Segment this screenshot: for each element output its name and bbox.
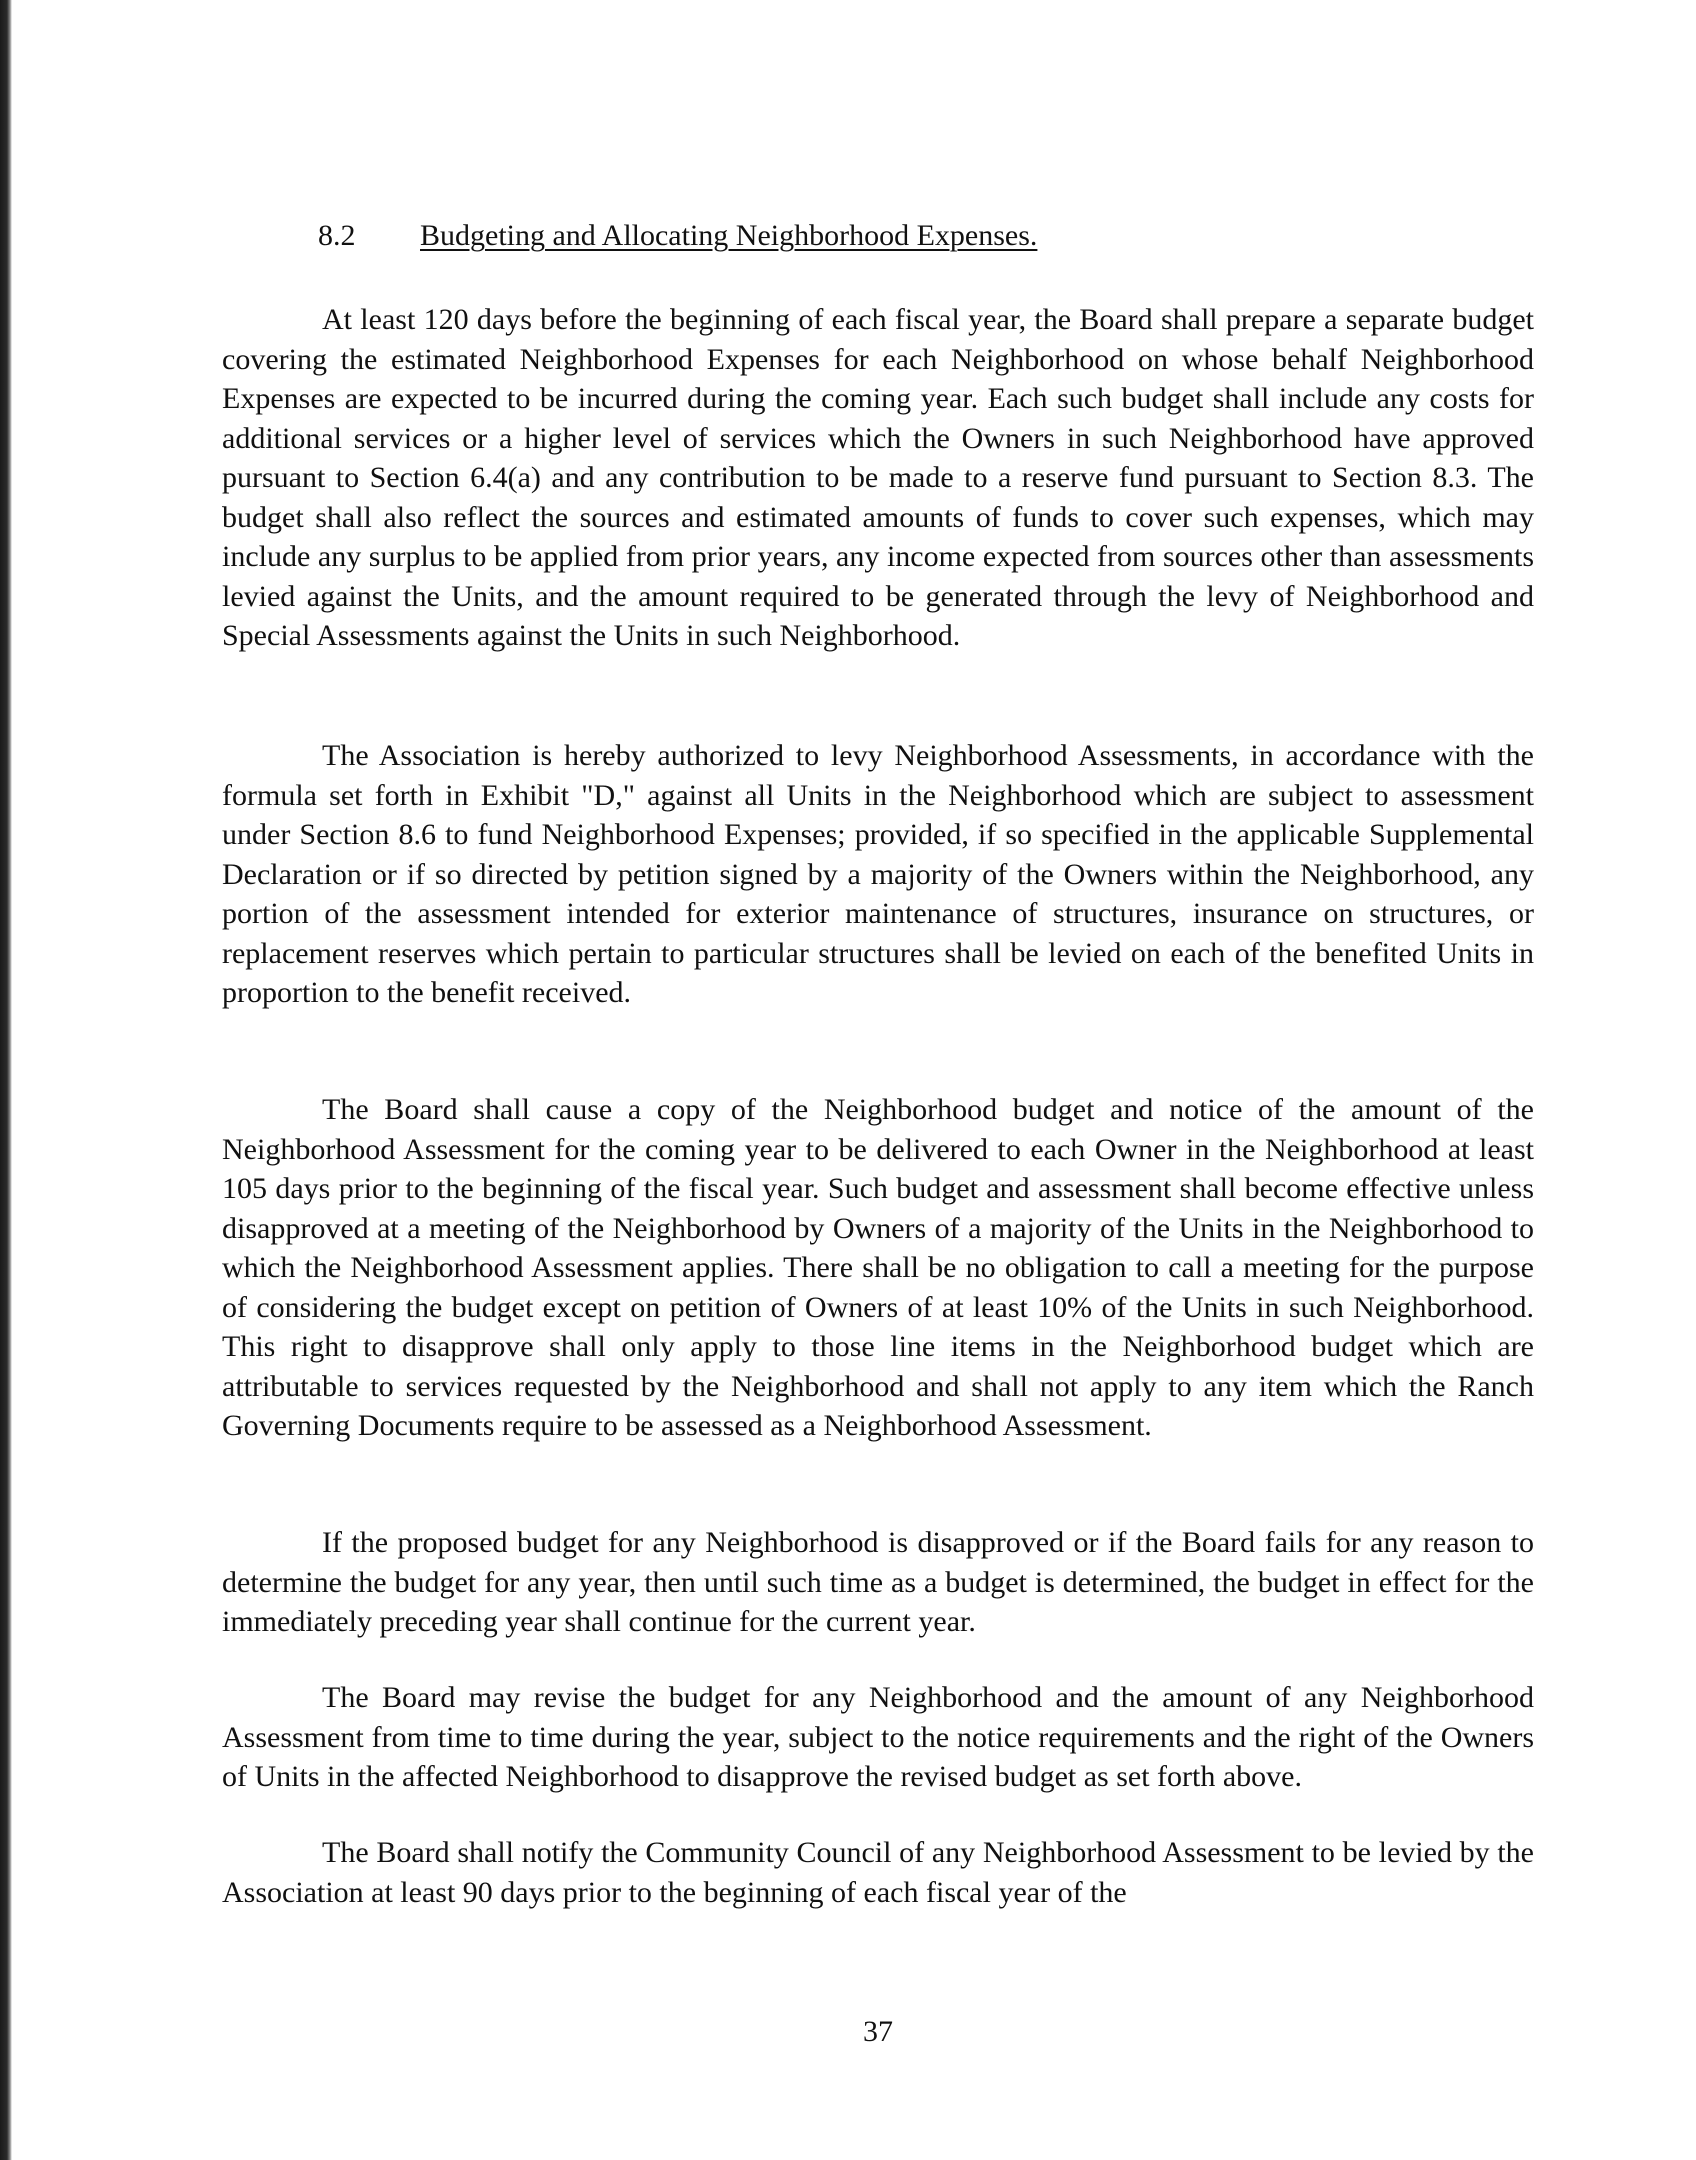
section-heading [318, 216, 1037, 256]
paragraph-budget-preparation: At least 120 days before the beginning of each fiscal year, the Board shall prepare a separate budget covering the estimated Neighborhood Expenses for each Neighborhood on whose behalf Neighborhood Expenses are expected to be incurred during the coming year. Each such budget shall include any costs for additional services or a higher level of services which the Owners in such Neighborhood have approved pursuant to Section 6.4(a) and any contribution to be made to a reserve fund pursuant to Section 8.3. The budget shall also reflect the sources and estimated amounts of funds to cover such expenses, which may include any surplus to be applied from prior years, any income expected from sources other than assessments levied against the Units, and the amount required to be generated through the levy of Neighborhood and Special Assessments against the Units in such Neighborhood. [222, 303, 1534, 652]
page-number: 37 [863, 2015, 893, 2048]
paragraph-council-notice: The Board shall notify the Community Council of any Neighborhood Assessment to be levied by the Association at least 90 days prior to the beginning of each fiscal year of the [222, 1836, 1534, 1909]
document-page [222, 0, 1534, 2160]
paragraph-disapproved-budget: If the proposed budget for any Neighborhood is disapproved or if the Board fails for any reason to determine the budget for any year, then until such time as a budget is determined, the budget in effect for the immediately preceding year shall continue for the current year. [222, 1526, 1534, 1638]
paragraph-budget-revision: The Board may revise the budget for any Neighborhood and the amount of any Neighborhood Assessment from time to time during the year, subject to the notice requirements and the right of the Owners of Units in the affected Neighborhood to disapprove the revised budget as set forth above. [222, 1681, 1534, 1793]
section-title: Budgeting and Allocating Neighborhood Expenses. [420, 219, 1038, 252]
paragraph-assessment-authority: The Association is hereby authorized to levy Neighborhood Assessments, in accordance with the formula set forth in Exhibit "D," against all Units in the Neighborhood which are subject to assessment under Section 8.6 to fund Neighborhood Expenses; provided, if so specified in the applicable Supplemental Declaration or if so directed by petition signed by a majority of the Owners within the Neighborhood, any portion of the assessment intended for exterior maintenance of structures, insurance on structures, or replacement reserves which pertain to particular structures shall be levied on each of the benefited Units in proportion to the benefit received. [222, 739, 1534, 1009]
section-number: 8.2 [318, 219, 356, 252]
paragraph-budget-delivery: The Board shall cause a copy of the Neighborhood budget and notice of the amount of the Neighborhood Assessment for the coming year to be delivered to each Owner in the Neighborhood at least 105 days prior to the beginning of the fiscal year. Such budget and assessment shall become effective unless disapproved at a meeting of the Neighborhood by Owners of a majority of the Units in the Neighborhood to which the Neighborhood Assessment applies. There shall be no obligation to call a meeting for the purpose of considering the budget except on petition of Owners of at least 10% of the Units in such Neighborhood. This right to disapprove shall only apply to those line items in the Neighborhood budget which are attributable to services requested by the Neighborhood and shall not apply to any item which the Ranch Governing Documents require to be assessed as a Neighborhood Assessment. [222, 1093, 1534, 1442]
scan-edge [0, 0, 12, 2160]
